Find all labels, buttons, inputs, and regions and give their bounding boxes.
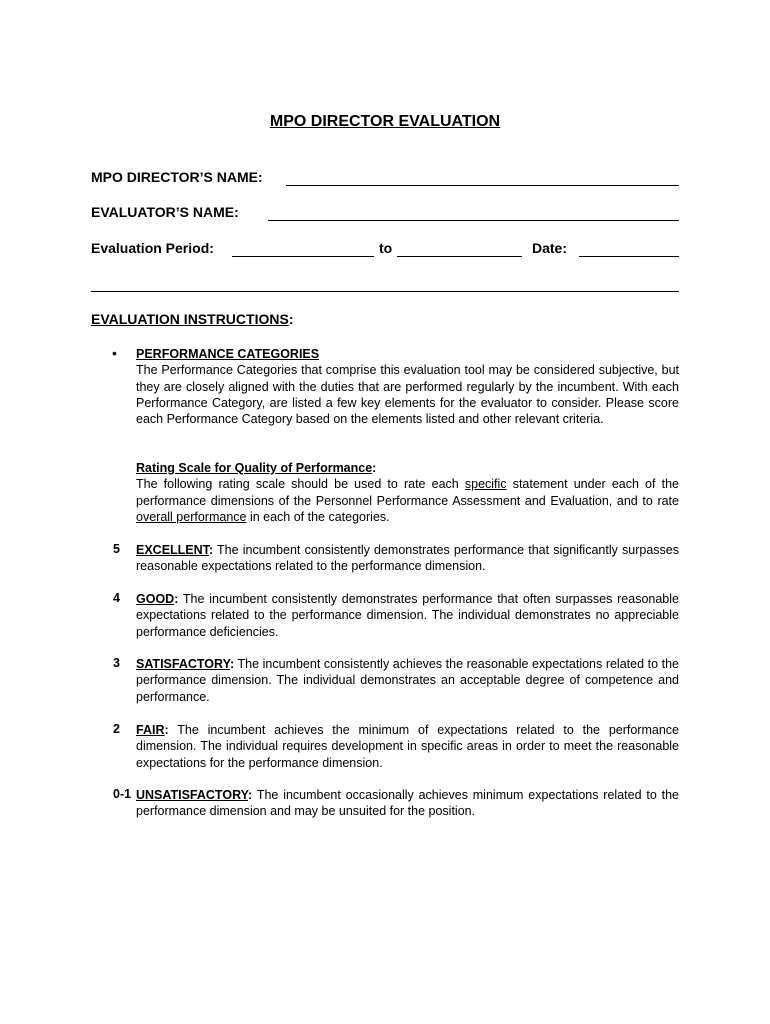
rating-text-part-3: in each of the categories. <box>246 509 390 524</box>
evaluator-name-label: EVALUATOR’S NAME: <box>91 204 239 220</box>
director-name-label: MPO DIRECTOR’S NAME: <box>91 169 263 185</box>
scale-label-excellent: EXCELLENT <box>136 543 209 557</box>
scale-number-3: 3 <box>113 656 120 670</box>
scale-label-fair: FAIR <box>136 723 165 737</box>
scale-text-good: The incumbent consistently demonstrates performance that often surpasses reasonable expectations related to the performance dimension. The individual demonstrates no appreciable performance deficiencies. <box>136 592 679 639</box>
evaluator-name-line[interactable] <box>268 220 679 221</box>
rating-text-part-1: The following rating scale should be used to rate each <box>136 477 465 492</box>
evaluation-period-row <box>91 240 679 260</box>
scale-item-good <box>136 591 679 640</box>
rating-scale-heading-colon: : <box>372 461 377 475</box>
scale-item-satisfactory <box>136 656 679 705</box>
scale-colon-good: : <box>174 592 179 606</box>
scale-number-4: 4 <box>113 591 120 605</box>
scale-colon-unsatisfactory: : <box>248 788 253 802</box>
performance-categories-text: The Performance Categories that comprise this evaluation tool may be considered subjective, but they are closely aligned with the duties that are performed regularly by the incumbent. With each Performance Category, are listed a few key elements for the evaluator to consider. Please score each Performance Category based on the elements listed and other relevant criteria. <box>136 363 679 427</box>
scale-item-unsatisfactory <box>136 787 679 820</box>
bullet-point: • <box>112 345 117 361</box>
scale-label-good: GOOD <box>136 592 175 606</box>
period-label: Evaluation Period: <box>91 240 214 256</box>
scale-text-excellent: The incumbent consistently demonstrates performance that significantly surpasses reasonable expectations related to the performance dimension. <box>136 543 679 574</box>
director-name-row <box>91 169 679 189</box>
scale-colon-fair: : <box>164 723 169 737</box>
date-line[interactable] <box>579 256 679 257</box>
performance-categories-section <box>136 346 679 427</box>
scale-text-satisfactory: The incumbent consistently achieves the reasonable expectations related to the performance dimension. The individual demonstrates an acceptable degree of competence and performance. <box>136 657 679 704</box>
scale-colon-satisfactory: : <box>230 657 235 671</box>
scale-text-fair: The incumbent achieves the minimum of expectations related to the performance dimension. The individual requires development in specific areas in order to meet the reasonable expectations for the performance dimension. <box>136 723 679 770</box>
instructions-heading-colon: : <box>288 311 294 327</box>
period-end-line[interactable] <box>397 256 522 257</box>
rating-scale-section <box>136 460 679 525</box>
scale-item-excellent <box>136 542 679 575</box>
scale-label-unsatisfactory: UNSATISFACTORY <box>136 788 249 802</box>
rating-scale-heading-text: Rating Scale for Quality of Performance <box>136 461 373 475</box>
performance-categories-heading: PERFORMANCE CATEGORIES <box>136 347 320 361</box>
rating-scale-heading <box>136 460 679 476</box>
scale-colon-excellent: : <box>208 543 214 557</box>
instructions-heading <box>91 311 293 327</box>
scale-number-0-1: 0-1 <box>113 787 132 801</box>
rating-text-part-2: statement under each of the performance dimensions of the Personnel Performance Assessment and Evaluation, and to rate <box>136 477 679 508</box>
rating-text-overall: overall performance <box>136 509 247 524</box>
page-title: MPO DIRECTOR EVALUATION <box>269 113 501 130</box>
scale-item-fair <box>136 722 679 771</box>
scale-label-satisfactory: SATISFACTORY <box>136 657 230 671</box>
scale-number-5: 5 <box>113 542 120 556</box>
director-name-line[interactable] <box>286 185 679 186</box>
date-label: Date: <box>532 240 568 256</box>
evaluator-name-row <box>91 204 679 224</box>
instructions-heading-text: EVALUATION INSTRUCTIONS <box>91 311 289 327</box>
period-start-line[interactable] <box>232 256 374 257</box>
separator-line <box>91 291 679 292</box>
rating-text-specific: specific <box>464 477 507 492</box>
rating-scale-text <box>136 476 679 525</box>
scale-number-2: 2 <box>113 722 120 736</box>
scale-text-unsatisfactory: The incumbent occasionally achieves minimum expectations related to the performance dimension and may be unsuited for the position. <box>136 788 679 819</box>
period-to-label: to <box>379 240 393 256</box>
